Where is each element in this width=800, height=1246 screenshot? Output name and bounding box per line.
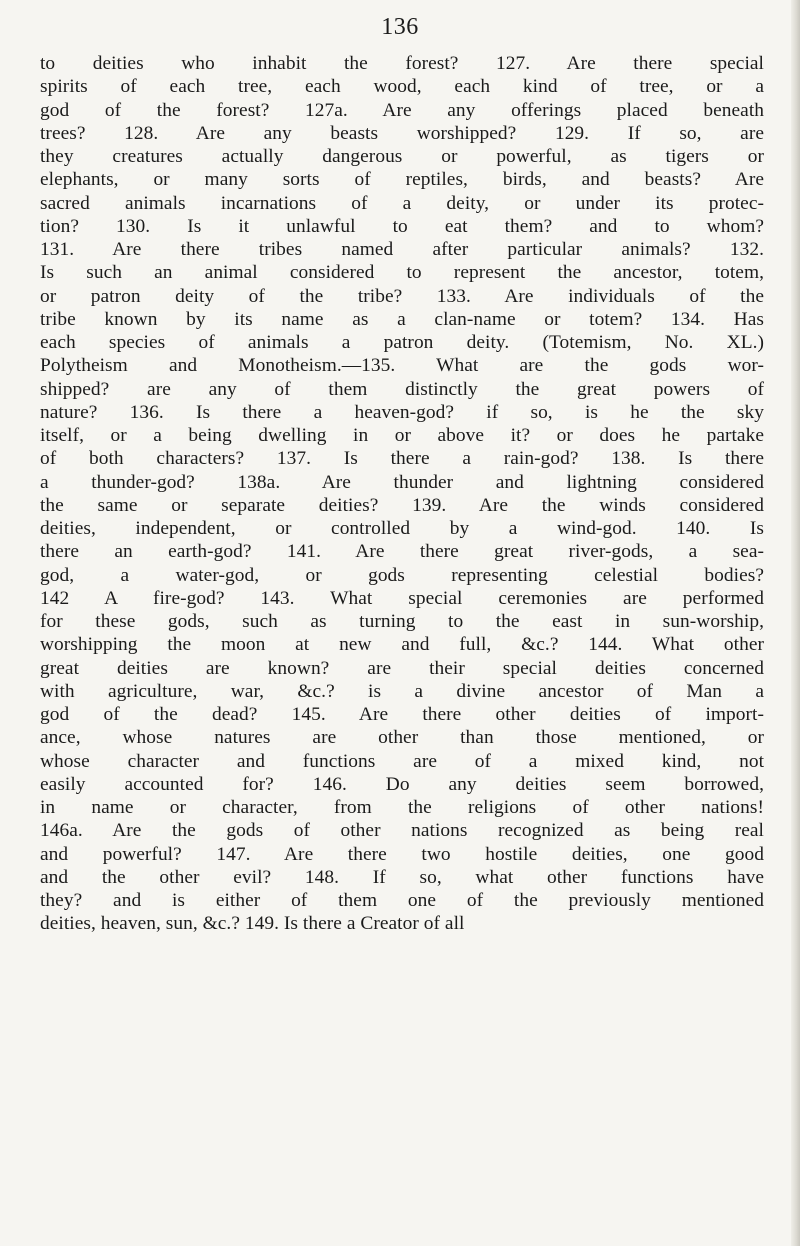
text-line: itself, or a being dwelling in or above it? or does he partake	[40, 425, 764, 446]
text-line: god, a water-god, or gods representing celestial bodies?	[40, 564, 764, 586]
text-line: each species of animals a patron deity. (Totemism, No. XL.)	[40, 332, 764, 353]
page-number: 136	[381, 14, 419, 40]
text-line: 146a. Are the gods of other nations recognized as being real	[40, 820, 764, 842]
text-line: they creatures actually dangerous or powerful, as tigers or	[40, 146, 764, 167]
text-line: god of the forest? 127a. Are any offerings placed beneath	[40, 99, 764, 121]
text-line: Is such an animal considered to represent the ancestor, totem,	[40, 262, 764, 284]
text-line: easily accounted for? 146. Do any deities seem borrowed,	[40, 773, 764, 795]
text-line: or patron deity of the tribe? 133. Are individuals of the	[40, 285, 764, 307]
text-line: great deities are known? are their special deities concerned	[40, 657, 764, 679]
text-line: whose character and functions are of a mixed kind, not	[40, 750, 764, 772]
text-line: they? and is either of them one of the previously mentioned	[40, 890, 764, 911]
text-line: elephants, or many sorts of reptiles, birds, and beasts? Are	[40, 169, 764, 191]
body-text	[40, 52, 764, 936]
section-heading-line: Polytheism and Monotheism.—135. What are the gods wor-	[40, 355, 764, 377]
text-line: tribe known by its name as a clan-name or totem? 134. Has	[40, 308, 764, 330]
text-line: spirits of each tree, each wood, each kind of tree, or a	[40, 76, 764, 98]
text-line: 142 A fire-god? 143. What special ceremonies are performed	[40, 587, 764, 609]
text-line: and powerful? 147. Are there two hostile deities, one good	[40, 843, 764, 865]
text-line: to deities who inhabit the forest? 127. Are there special	[40, 53, 764, 74]
text-line: ance, whose natures are other than those mentioned, or	[40, 727, 764, 749]
text-line: with agriculture, war, &c.? is a divine ancestor of Man a	[40, 680, 764, 702]
text-line: 131. Are there tribes named after particular animals? 132.	[40, 239, 764, 260]
text-line: and the other evil? 148. If so, what other functions have	[40, 866, 764, 888]
text-line: a thunder-god? 138a. Are thunder and lightning considered	[40, 471, 764, 493]
text-line: deities, independent, or controlled by a wind-god. 140. Is	[40, 518, 764, 539]
text-line: worshipping the moon at new and full, &c.? 144. What other	[40, 634, 764, 656]
text-line: there an earth-god? 141. Are there great river-gods, a sea-	[40, 541, 764, 563]
text-line: deities, heaven, sun, &c.? 149. Is there a Creator of all	[40, 913, 465, 935]
text-line: shipped? are any of them distinctly the great powers of	[40, 378, 764, 400]
text-line: nature? 136. Is there a heaven-god? if so, is he the sky	[40, 401, 764, 423]
text-line: for these gods, such as turning to the east in sun-worship,	[40, 611, 764, 632]
text-line: tion? 130. Is it unlawful to eat them? and to whom?	[40, 215, 764, 237]
text-line: trees? 128. Are any beasts worshipped? 129. If so, are	[40, 122, 764, 144]
text-line: god of the dead? 145. Are there other deities of import-	[40, 704, 764, 725]
text-line: in name or character, from the religions of other nations!	[40, 797, 764, 818]
text-line: the same or separate deities? 139. Are the winds considered	[40, 494, 764, 516]
text-line: of both characters? 137. Is there a rain-god? 138. Is there	[40, 448, 764, 470]
page-edge	[791, 0, 800, 1246]
text-line: sacred animals incarnations of a deity, or under its protec-	[40, 192, 764, 214]
